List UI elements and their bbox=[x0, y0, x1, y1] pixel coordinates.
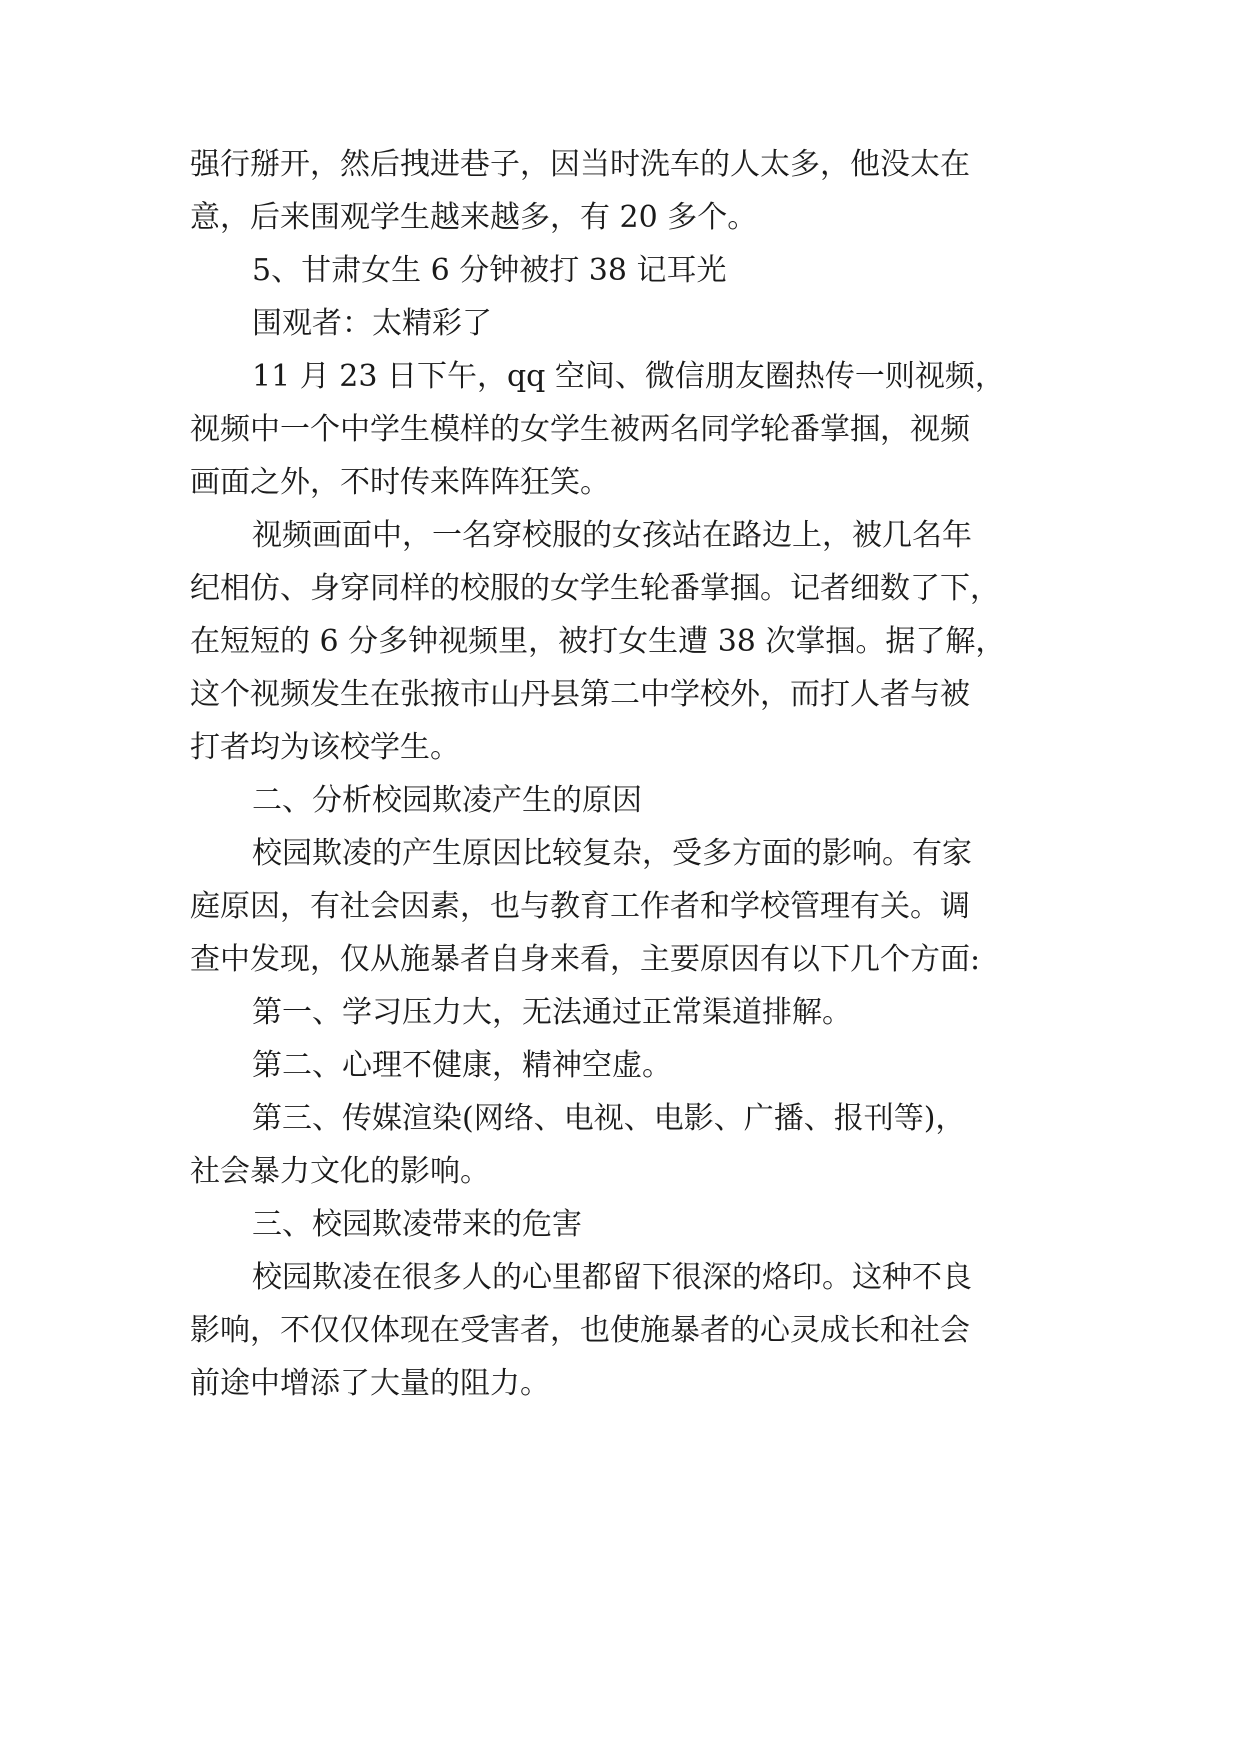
body-text-line: 强行掰开，然后拽进巷子，因当时洗车的人太多，他没太在 bbox=[190, 147, 970, 182]
body-text-line: 前途中增添了大量的阻力。 bbox=[190, 1366, 550, 1401]
body-text-line: 在短短的 6 分多钟视频里，被打女生遭 38 次掌掴。据了解， bbox=[190, 624, 1006, 659]
body-text-line: 打者均为该校学生。 bbox=[190, 730, 460, 765]
body-text-line: 画面之外，不时传来阵阵狂笑。 bbox=[190, 465, 610, 500]
body-text-line: 围观者：太精彩了 bbox=[252, 306, 492, 341]
list-item: 第二、心理不健康，精神空虚。 bbox=[252, 1048, 672, 1083]
section-heading: 二、分析校园欺凌产生的原因 bbox=[252, 783, 642, 818]
list-item: 第三、传媒渲染(网络、电视、电影、广播、报刊等)， bbox=[252, 1101, 966, 1136]
body-text-line: 影响，不仅仅体现在受害者，也使施暴者的心灵成长和社会 bbox=[190, 1313, 970, 1348]
body-text-line: 庭原因，有社会因素，也与教育工作者和学校管理有关。调 bbox=[190, 889, 970, 924]
list-item: 第一、学习压力大，无法通过正常渠道排解。 bbox=[252, 995, 852, 1030]
body-text-line: 查中发现，仅从施暴者自身来看，主要原因有以下几个方面: bbox=[190, 942, 981, 977]
body-text-line: 11 月 23 日下午，qq 空间、微信朋友圈热传一则视频， bbox=[252, 359, 1005, 394]
body-text-line: 意，后来围观学生越来越多，有 20 多个。 bbox=[190, 200, 758, 235]
body-text-line: 这个视频发生在张掖市山丹县第二中学校外，而打人者与被 bbox=[190, 677, 970, 712]
body-text-line: 社会暴力文化的影响。 bbox=[190, 1154, 490, 1189]
body-text-line: 视频中一个中学生模样的女学生被两名同学轮番掌掴，视频 bbox=[190, 412, 970, 447]
body-text-line: 校园欺凌的产生原因比较复杂，受多方面的影响。有家 bbox=[252, 836, 972, 871]
section-subtitle: 5、甘肃女生 6 分钟被打 38 记耳光 bbox=[252, 253, 727, 288]
body-text-line: 校园欺凌在很多人的心里都留下很深的烙印。这种不良 bbox=[252, 1260, 972, 1295]
body-text-line: 纪相仿、身穿同样的校服的女学生轮番掌掴。记者细数了下， bbox=[190, 571, 1000, 606]
body-text-line: 视频画面中，一名穿校服的女孩站在路边上，被几名年 bbox=[252, 518, 972, 553]
section-heading: 三、校园欺凌带来的危害 bbox=[252, 1207, 582, 1242]
